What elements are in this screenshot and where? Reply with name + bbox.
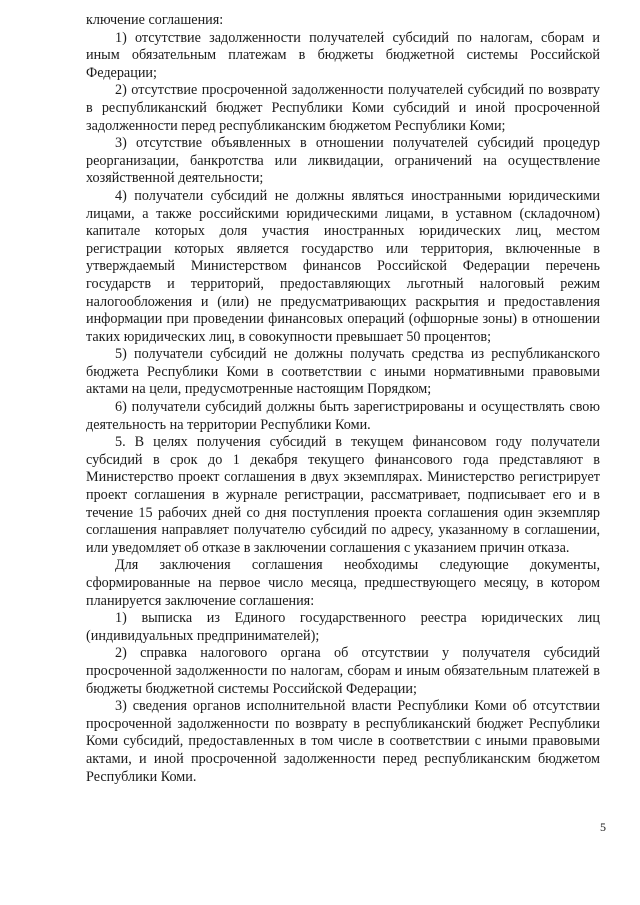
paragraph-continuation: ключение соглашения: (86, 12, 224, 28)
paragraph-item-1: 1) отсутствие задолженности получателей субсидий по налогам, сборам и иным обязательным платежам в бюджеты бюджетной системы Российской Федерации; (86, 29, 600, 81)
paragraph-documents-intro: Для заключения соглашения необходимы следующие документы, сформированные на первое число месяца, предшествующего месяцу, в котором планируется заключение соглашения: (86, 557, 600, 609)
paragraph-section-5: 5. В целях получения субсидий в текущем финансовом году получатели субсидий в срок до 1 декабря текущего финансового года представляют в Министерство проект соглашения в двух экземплярах. Министерство регистрирует проект соглашения в журнале регистрации, рассматривает, подписывает его и в течение 15 рабочих дней со дня поступления проекта соглашения один экземпляр соглашения направляет получателю субсидий по адресу, указанному в соглашении, или уведомляет об отказе в заключении соглашения с указанием причин отказа. (86, 434, 600, 556)
paragraph-item-3: 3) отсутствие объявленных в отношении получателей субсидий процедур реорганизации, банкротства или ликвидации, ограничений на осуществление хозяйственной деятельности; (86, 135, 600, 187)
paragraph-doc-3: 3) сведения органов исполнительной власти Республики Коми об отсутствии просроченной задолженности по возврату в республиканский бюджет Республики Коми субсидий, предоставленных в том числе в соответствии с иными правовыми актами, и иной просроченной задолженности перед республиканским бюджетом Республики Коми. (86, 698, 600, 785)
page-number: 5 (600, 820, 606, 834)
paragraph-item-4: 4) получатели субсидий не должны являться иностранными юридическими лицами, а также российскими юридическими лицами, в уставном (складочном) капитале которых доля участия иностранных юридических лиц, местом регистрации которых является государство или территория, включенные в утверждаемый Министерством финансов Российской Федерации перечень государств и территорий, предоставляющих льготный налоговый режим налогообложения и (или) не предусматривающих раскрытия и предоставления информации при проведении финансовых операций (офшорные зоны) в отношении таких юридических лиц, в совокупности превышает 50 процентов; (86, 187, 600, 345)
paragraph-doc-2: 2) справка налогового органа об отсутствии у получателя субсидий просроченной задолженности по налогам, сборам и иным обязательным платежей в бюджеты бюджетной системы Российской Федерации; (86, 645, 600, 697)
paragraph-item-2: 2) отсутствие просроченной задолженности получателей субсидий по возврату в республиканский бюджет Республики Коми субсидий и иной просроченной задолженности перед республиканским бюджетом Республики Коми; (86, 82, 600, 134)
paragraph-item-6: 6) получатели субсидий должны быть зарегистрированы и осуществлять свою деятельность на территории Республики Коми. (86, 399, 600, 433)
paragraph-doc-1: 1) выписка из Единого государственного реестра юридических лиц (индивидуальных предпринимателей); (86, 610, 600, 644)
document-body (86, 12, 600, 786)
paragraph-item-5: 5) получатели субсидий не должны получать средства из республиканского бюджета Республики Коми в соответствии с иными нормативными правовыми актами на цели, предусмотренные настоящим Порядком; (86, 346, 600, 398)
